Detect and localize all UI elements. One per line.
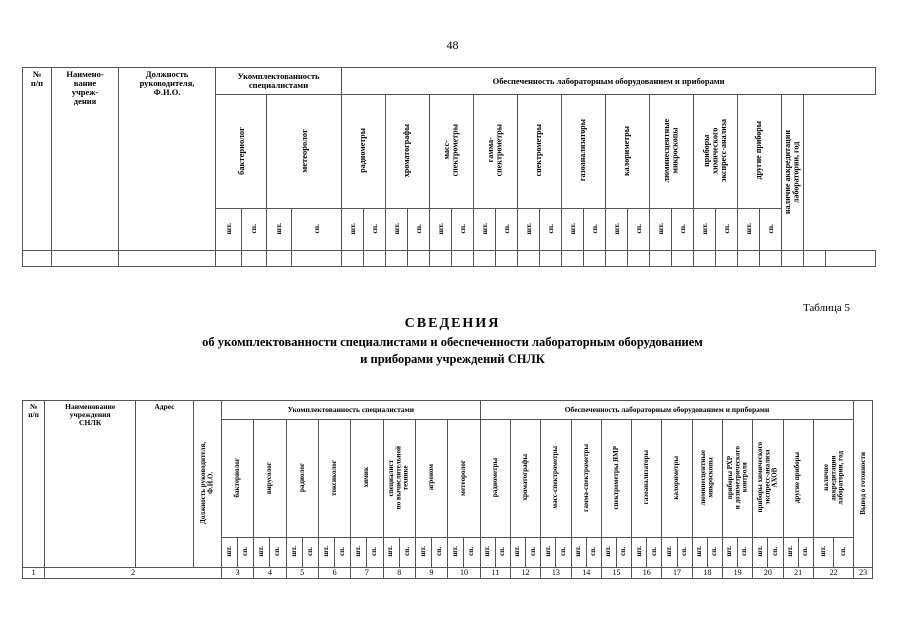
column-number: 13	[541, 568, 571, 579]
empty-data-cell	[804, 251, 826, 267]
equipment-header: газоанализаторы	[562, 95, 606, 209]
column-header-position: Должность руководителя, Ф.И.О.	[119, 68, 216, 251]
equipment-header: люминесцентные микроскопы	[650, 95, 694, 209]
staff-header: бактериолог	[216, 95, 267, 209]
empty-data-cell	[738, 251, 760, 267]
document-subtitle: и приборами учреждений СНЛК	[360, 352, 545, 366]
column-number: 7	[351, 568, 383, 579]
unit-label: сп.	[738, 538, 753, 568]
empty-data-cell	[430, 251, 452, 267]
unit-label: шт.	[738, 209, 760, 251]
unit-label: шт.	[562, 209, 584, 251]
unit-label: сп.	[367, 538, 383, 568]
table-caption: Таблица 5	[802, 302, 850, 314]
staff-header: вирусолог	[254, 420, 286, 538]
staff-header: метеоролог	[448, 420, 481, 538]
empty-data-cell	[452, 251, 474, 267]
column-header-institution: Наименование учреждения СНЛК	[45, 401, 136, 568]
column-header-number: № п/п	[23, 401, 45, 568]
column-header-number: № п/п	[23, 68, 52, 251]
unit-label: сп.	[628, 209, 650, 251]
column-number: 2	[45, 568, 222, 579]
staff-header: метеоролог	[267, 95, 342, 209]
unit-label: шт.	[415, 538, 431, 568]
staff-header: специалист по вычислительной технике	[383, 420, 415, 538]
unit-label: сп.	[616, 538, 631, 568]
unit-label: сп.	[677, 538, 692, 568]
unit-label: шт.	[448, 538, 464, 568]
empty-data-cell	[562, 251, 584, 267]
unit-label: сп.	[452, 209, 474, 251]
unit-label: сп.	[302, 538, 318, 568]
staff-header: бактериолог	[222, 420, 254, 538]
column-number: 20	[753, 568, 783, 579]
unit-label: сп.	[238, 538, 254, 568]
empty-data-cell	[52, 251, 119, 267]
column-number: 19	[722, 568, 752, 579]
empty-data-cell	[342, 251, 364, 267]
unit-label: сп.	[292, 209, 342, 251]
equipment-header: гамма-спектрометры	[571, 420, 601, 538]
equipment-header: приборы химического экспресс-анализа	[694, 95, 738, 209]
unit-label: сп.	[526, 538, 541, 568]
unit-label: сп.	[495, 538, 510, 568]
unit-label: шт.	[222, 538, 238, 568]
document-subtitle: об укомплектованности специалистами и обеспеченности лабораторным оборудованием	[202, 335, 703, 349]
equipment-header: масс- спектрометры	[430, 95, 474, 209]
column-number: 22	[813, 568, 854, 579]
column-number: 11	[480, 568, 510, 579]
column-header-equipment: Обеспеченность лабораторным оборудованием и приборами	[342, 68, 876, 95]
unit-label: шт.	[632, 538, 647, 568]
equipment-header: люминесцентные микроскопы	[692, 420, 722, 538]
unit-label: шт.	[318, 538, 334, 568]
unit-label: шт.	[783, 538, 798, 568]
column-number: 9	[415, 568, 447, 579]
document-title: СВЕДЕНИЯ	[404, 316, 501, 331]
column-number: 14	[571, 568, 601, 579]
equipment-header: хроматографы	[386, 95, 430, 209]
unit-label: сп.	[760, 209, 782, 251]
equipment-header: радиометры	[342, 95, 386, 209]
column-number: 15	[601, 568, 631, 579]
column-number: 17	[662, 568, 692, 579]
equipment-header: газоанализаторы	[632, 420, 662, 538]
empty-data-cell	[292, 251, 342, 267]
unit-label: сп.	[707, 538, 722, 568]
unit-label: сп.	[242, 209, 267, 251]
empty-data-cell	[606, 251, 628, 267]
column-number: 8	[383, 568, 415, 579]
empty-data-cell	[760, 251, 782, 267]
column-number: 1	[23, 568, 45, 579]
empty-data-cell	[216, 251, 242, 267]
unit-label: шт.	[286, 538, 302, 568]
page-number: 48	[446, 38, 459, 52]
column-header-readiness: Вывод о готовности	[854, 401, 873, 568]
empty-data-cell	[119, 251, 216, 267]
unit-label: сп.	[364, 209, 386, 251]
empty-data-cell	[826, 251, 876, 267]
staff-header: агроном	[415, 420, 447, 538]
empty-data-cell	[782, 251, 804, 267]
equipment-header: гамма- спектрометры	[474, 95, 518, 209]
unit-label: сп.	[464, 538, 480, 568]
staff-header: радиолог	[286, 420, 318, 538]
empty-data-cell	[408, 251, 430, 267]
unit-label: шт.	[722, 538, 737, 568]
column-header-institution: Наимено- вание учреж- дения	[52, 68, 119, 251]
unit-label: сп.	[768, 538, 783, 568]
empty-data-cell	[628, 251, 650, 267]
unit-label: шт.	[694, 209, 716, 251]
column-number: 6	[318, 568, 350, 579]
equipment-header: калориметры	[606, 95, 650, 209]
accreditation-header: наличие аккредитации лаборатории, год	[813, 420, 854, 538]
empty-data-cell	[474, 251, 496, 267]
unit-label: шт.	[216, 209, 242, 251]
unit-label: шт.	[386, 209, 408, 251]
accreditation-header: наличие аккредитации лаборатории, год	[782, 95, 804, 251]
unit-label: шт.	[813, 538, 833, 568]
equipment-header: радиометры	[480, 420, 510, 538]
column-header-staffing: Укомплектованность специалистами	[222, 401, 481, 420]
empty-data-cell	[23, 251, 52, 267]
unit-label: шт.	[254, 538, 270, 568]
column-number: 3	[222, 568, 254, 579]
empty-data-cell	[364, 251, 386, 267]
unit-label: сп.	[270, 538, 286, 568]
unit-label: шт.	[606, 209, 628, 251]
unit-label: шт.	[383, 538, 399, 568]
equipment-table-form	[22, 67, 876, 267]
column-number: 18	[692, 568, 722, 579]
unit-label: сп.	[540, 209, 562, 251]
unit-label: сп.	[798, 538, 813, 568]
equipment-header: масс-спектрометры	[541, 420, 571, 538]
unit-label: шт.	[474, 209, 496, 251]
unit-label: шт.	[541, 538, 556, 568]
equipment-header: хроматографы	[510, 420, 540, 538]
unit-label: шт.	[692, 538, 707, 568]
unit-label: сп.	[834, 538, 854, 568]
column-number: 21	[783, 568, 813, 579]
unit-label: шт.	[753, 538, 768, 568]
staff-header: химик	[351, 420, 383, 538]
unit-label: шт.	[510, 538, 525, 568]
empty-data-cell	[496, 251, 518, 267]
column-header-address: Адрес	[136, 401, 194, 568]
unit-label: сп.	[556, 538, 571, 568]
staff-header: токсиколог	[318, 420, 350, 538]
empty-data-cell	[584, 251, 606, 267]
equipment-header: другие приборы	[738, 95, 782, 209]
unit-label: сп.	[586, 538, 601, 568]
unit-label: сп.	[716, 209, 738, 251]
unit-label: сп.	[408, 209, 430, 251]
column-header-staffing: Укомплектованность специалистами	[216, 68, 342, 95]
empty-data-cell	[242, 251, 267, 267]
unit-label: шт.	[342, 209, 364, 251]
column-number: 10	[448, 568, 481, 579]
empty-data-cell	[716, 251, 738, 267]
unit-label: шт.	[351, 538, 367, 568]
unit-label: сп.	[432, 538, 448, 568]
column-header-position: Должность руководителя, Ф.И.О.	[193, 401, 221, 568]
empty-data-cell	[386, 251, 408, 267]
empty-data-cell	[518, 251, 540, 267]
unit-label: сп.	[399, 538, 415, 568]
unit-label: сп.	[335, 538, 351, 568]
equipment-header: спектрометры ЯМР	[601, 420, 631, 538]
unit-label: сп.	[496, 209, 518, 251]
unit-label: шт.	[267, 209, 292, 251]
empty-data-cell	[267, 251, 292, 267]
unit-label: шт.	[518, 209, 540, 251]
unit-label: шт.	[650, 209, 672, 251]
equipment-header: приборы химического экспресс-анализа АХОВ	[753, 420, 783, 538]
column-number: 12	[510, 568, 540, 579]
column-number: 4	[254, 568, 286, 579]
column-number: 23	[854, 568, 873, 579]
column-header-equipment: Обеспеченность лабораторным оборудованием и приборами	[480, 401, 854, 420]
snlk-equipment-table	[22, 400, 873, 579]
equipment-header: другие приборы	[783, 420, 813, 538]
equipment-header: спектрометры	[518, 95, 562, 209]
unit-label: шт.	[662, 538, 677, 568]
column-number: 5	[286, 568, 318, 579]
unit-label: сп.	[647, 538, 662, 568]
equipment-header: приборы РХР и дозиметрического контроля	[722, 420, 752, 538]
unit-label: шт.	[430, 209, 452, 251]
unit-label: сп.	[672, 209, 694, 251]
unit-label: шт.	[571, 538, 586, 568]
column-number: 16	[632, 568, 662, 579]
unit-label: шт.	[601, 538, 616, 568]
empty-data-cell	[540, 251, 562, 267]
unit-label: шт.	[480, 538, 495, 568]
empty-data-cell	[650, 251, 672, 267]
empty-data-cell	[694, 251, 716, 267]
empty-data-cell	[672, 251, 694, 267]
equipment-header: калориметры	[662, 420, 692, 538]
unit-label: сп.	[584, 209, 606, 251]
